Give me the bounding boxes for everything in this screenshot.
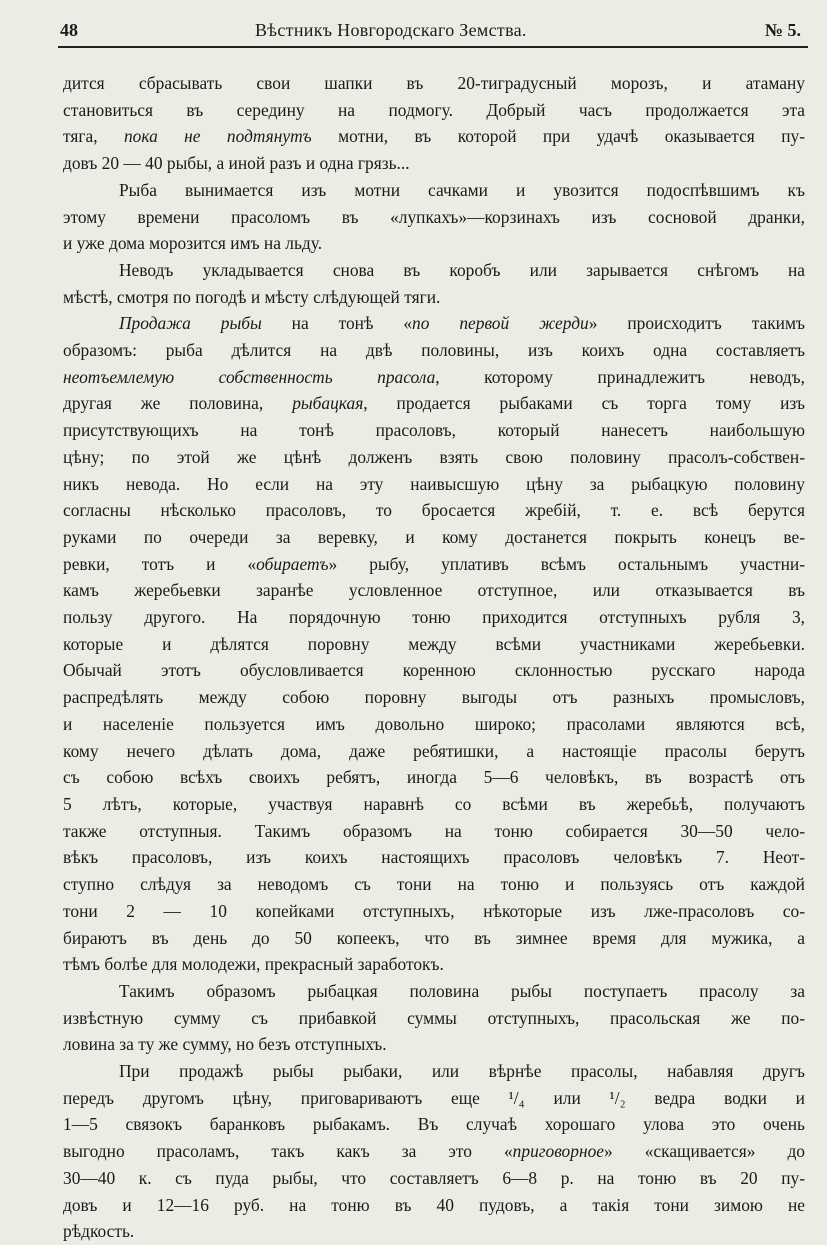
text-line: [63, 1031, 805, 1058]
text-run: дится сбрасывать свои шапки въ 20-тиградусный морозъ, и атаману: [63, 73, 805, 93]
text-line: [63, 1111, 805, 1138]
text-run: выгодно прасоламъ, такъ какъ за это «: [63, 1141, 513, 1162]
text-run: руками по очереди за веревку, и кому достанется покрыть конецъ ве-: [63, 526, 805, 547]
page-number: 48: [60, 20, 78, 40]
journal-title: Вѣстникъ Новгородскаго Земства.: [255, 20, 527, 40]
text-run: и уже дома морозится имъ на льду.: [63, 233, 323, 254]
text-run: При продажѣ рыбы рыбаки, или вѣрнѣе прасолы, набавляя другъ: [119, 1061, 805, 1082]
text-run: вѣкъ прасоловъ, изъ коихъ настоящихъ прасоловъ человѣкъ 7. Неот-: [63, 847, 805, 868]
text-run: также отступныя. Такимъ образомъ на тоню собирается 30—50 чело-: [63, 820, 805, 841]
italic-run: рыбацкая: [292, 393, 364, 414]
text-run: цѣну; по этой же цѣнѣ долженъ взять свою половину прасолъ-собствен-: [63, 446, 805, 467]
italic-run: по первой жерди: [412, 313, 589, 334]
text-line: [63, 417, 805, 444]
text-run: » «скащивается» до: [604, 1141, 805, 1162]
text-line: [63, 390, 805, 417]
text-line: [63, 871, 805, 898]
text-run: 30—40 к. съ пуда рыбы, что составляетъ 6—8 р. на тоню въ 20 пу-: [63, 1167, 805, 1188]
text-line: [63, 257, 805, 284]
text-run: пользу другого. На порядочную тоню приходится отступныхъ рубля 3,: [63, 607, 805, 628]
text-run: кому нечего дѣлать дома, даже ребятишки, а настоящіе прасолы берутъ: [63, 740, 805, 761]
article-body: [63, 70, 805, 1245]
text-run: съ собою всѣхъ своихъ ребятъ, иногда 5—6 человѣкъ, въ возрастѣ отъ: [63, 767, 805, 788]
text-run: присутствующихъ на тонѣ прасоловъ, который нанесетъ наибольшую: [63, 420, 805, 441]
text-run: мѣстѣ, смотря по погодѣ и мѣсту слѣдующей тяги.: [63, 286, 441, 307]
italic-run: пока не подтянутъ: [123, 126, 312, 147]
text-run: которые и дѣлятся поровну между всѣми участниками жеребьевки.: [63, 633, 805, 654]
text-run: согласны нѣсколько прасоловъ, то бросается жребій, т. е. всѣ берутся: [63, 500, 805, 521]
issue-number: № 5.: [764, 20, 801, 40]
text-line: [63, 364, 805, 391]
text-run: Рыба вынимается изъ мотни сачками и увозится подоспѣвшимъ къ: [119, 179, 805, 200]
text-run: » происходитъ такимъ: [588, 313, 805, 334]
text-line: [63, 471, 805, 498]
text-line: [63, 150, 805, 177]
text-line: [63, 978, 805, 1005]
text-run: бираютъ въ день до 50 копеекъ, что въ зимнее время для мужика, а: [63, 927, 805, 948]
text-line: [63, 204, 805, 231]
text-line: [63, 551, 805, 578]
header-rule: [58, 46, 808, 48]
text-run: 1—5 связокъ баранковъ рыбакамъ. Въ случаѣ хорошаго улова это очень: [63, 1114, 805, 1135]
text-line: [63, 951, 805, 978]
text-run: тони 2 — 10 копейками отступныхъ, нѣкоторые изъ лже-прасоловъ со-: [63, 900, 805, 921]
text-run: образомъ: рыба дѣлится на двѣ половины, изъ коихъ одна составляетъ: [63, 340, 805, 361]
text-line: [63, 524, 805, 551]
text-line: [63, 123, 805, 150]
running-header: [60, 18, 805, 44]
text-line: [63, 1192, 805, 1219]
text-line: [63, 1085, 805, 1112]
text-line: [63, 631, 805, 658]
text-run: на тонѣ «: [261, 313, 413, 334]
text-run: и населеніе пользуется имъ довольно широко; прасолами являются всѣ,: [63, 713, 805, 734]
text-run: ловина за ту же сумму, но безъ отступныхъ.: [63, 1034, 387, 1055]
text-run: довъ и 12—16 руб. на тоню въ 40 пудовъ, а такія тони зимою не: [63, 1194, 805, 1215]
text-line: [63, 577, 805, 604]
text-line: [63, 764, 805, 791]
text-run: ревки, тотъ и «: [63, 553, 257, 574]
text-run: мотни, въ которой при удачѣ оказывается пу-: [311, 126, 805, 147]
text-run: камъ жеребьевки заранѣе условленное отступное, или отказывается въ: [63, 580, 805, 601]
text-line: [63, 70, 805, 97]
text-line: [63, 97, 805, 124]
text-line: [63, 1058, 805, 1085]
text-line: [63, 844, 805, 871]
text-line: [63, 1218, 805, 1245]
italic-run: приговорное: [512, 1141, 604, 1162]
text-run: никъ невода. Но если на эту наивысшую цѣну за рыбацкую половину: [63, 473, 805, 494]
text-run: Неводъ укладывается снова въ коробъ или зарывается снѣгомъ на: [119, 259, 805, 280]
text-line: [63, 898, 805, 925]
text-line: [63, 497, 805, 524]
text-line: [63, 1165, 805, 1192]
text-line: [63, 1138, 805, 1165]
text-line: [63, 444, 805, 471]
text-run: 5 лѣтъ, которые, участвуя наравнѣ со всѣми въ жеребьѣ, получаютъ: [63, 793, 805, 814]
italic-run: обираетъ: [256, 553, 329, 574]
text-run: распредѣлять между собою поровну выгоды отъ разныхъ промысловъ,: [63, 687, 805, 708]
text-run: Такимъ образомъ рыбацкая половина рыбы поступаетъ прасолу за: [119, 980, 805, 1001]
text-run: становиться въ середину на подмогу. Добрый часъ продолжается эта: [63, 99, 805, 120]
text-run: тяга,: [63, 126, 124, 147]
text-line: [63, 310, 805, 337]
text-line: [63, 818, 805, 845]
text-run: передъ другомъ цѣну, приговариваютъ еще ¹/₄ или ¹/₂ ведра водки и: [63, 1087, 805, 1108]
text-run: , которому принадлежитъ неводъ,: [435, 366, 805, 387]
text-line: [63, 337, 805, 364]
text-line: [63, 684, 805, 711]
text-run: тѣмъ болѣе для молодежи, прекрасный заработокъ.: [63, 954, 444, 975]
text-line: [63, 230, 805, 257]
text-run: Обычай этотъ обусловливается коренною склонностью русскаго народа: [63, 660, 805, 681]
text-line: [63, 738, 805, 765]
text-run: довъ 20 — 40 рыбы, а иной разъ и одна грязь...: [63, 153, 410, 174]
text-line: [63, 284, 805, 311]
text-line: [63, 177, 805, 204]
text-line: [63, 604, 805, 631]
text-run: , продается рыбаками съ торга тому изъ: [363, 393, 805, 414]
text-line: [63, 791, 805, 818]
text-run: этому времени прасоломъ въ «лупкахъ»—корзинахъ изъ сосновой дранки,: [63, 206, 805, 227]
italic-run: Продажа рыбы: [119, 313, 262, 334]
text-run: рѣдкость.: [63, 1221, 135, 1242]
text-line: [63, 1005, 805, 1032]
text-run: извѣстную сумму съ прибавкой суммы отступныхъ, прасольская же по-: [63, 1007, 805, 1028]
italic-run: неотъемлемую собственность прасола: [63, 366, 436, 387]
text-run: » рыбу, уплативъ всѣмъ остальнымъ участни-: [328, 553, 805, 574]
text-line: [63, 925, 805, 952]
text-run: ступно слѣдуя за неводомъ съ тони на тоню и пользуясь отъ каждой: [63, 874, 805, 895]
text-run: другая же половина,: [63, 393, 293, 414]
text-line: [63, 657, 805, 684]
text-line: [63, 711, 805, 738]
